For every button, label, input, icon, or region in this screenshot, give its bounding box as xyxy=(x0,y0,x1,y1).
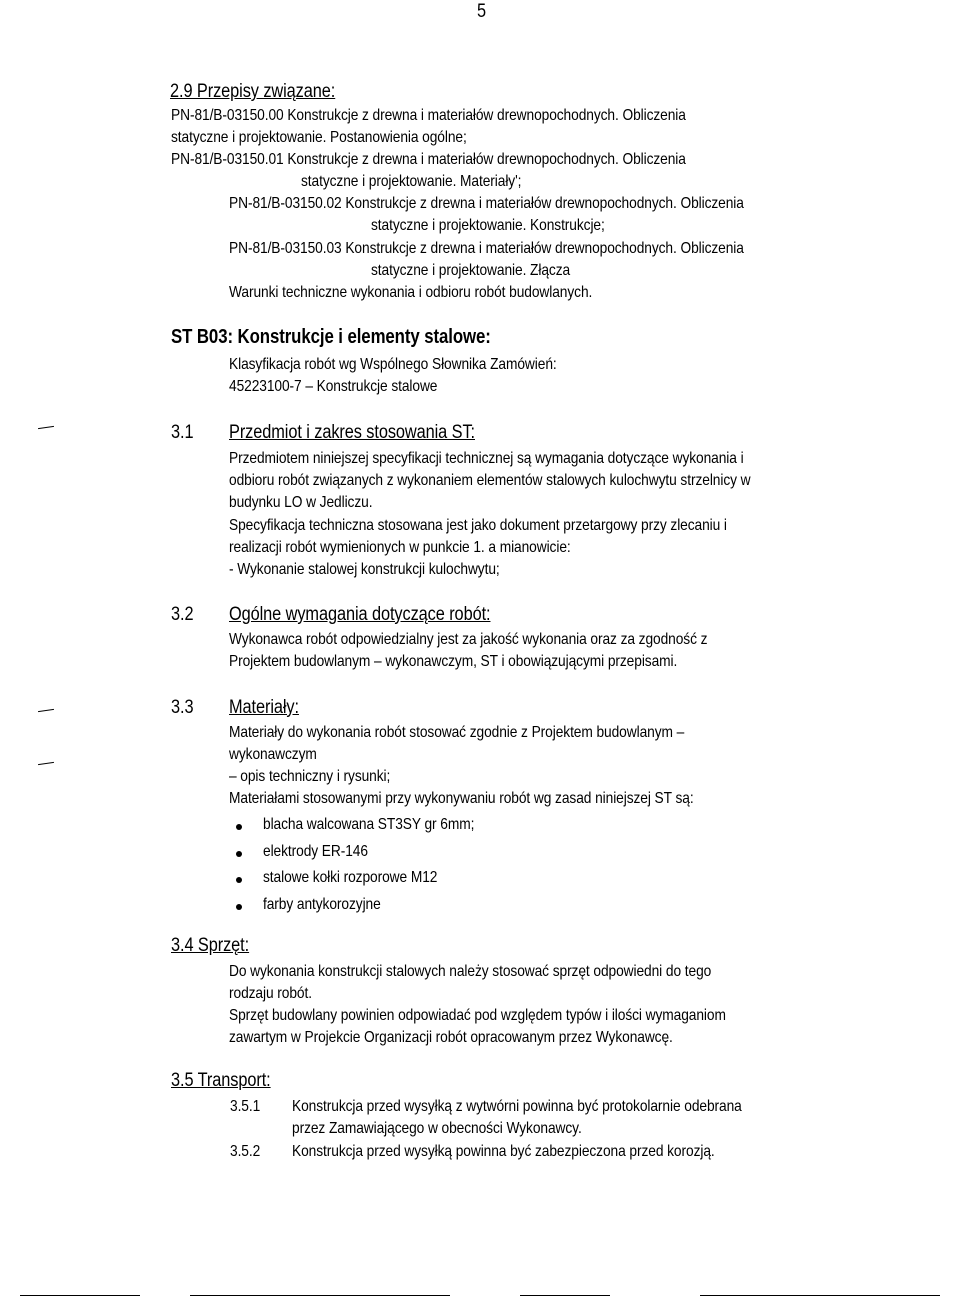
item-number: 3.5.1 xyxy=(230,1098,261,1115)
regulation-line: PN-81/B-03150.02 Konstrukcje z drewna i materiałów drewnopochodnych. Obliczenia xyxy=(229,195,744,212)
paragraph-line: Materiałami stosowanymi przy wykonywaniu robót wg zasad niniejszej ST są: xyxy=(229,790,694,807)
regulation-line: statyczne i projektowanie. Konstrukcje; xyxy=(371,217,605,234)
section-number: 3.2 xyxy=(171,604,194,625)
paragraph-line: Sprzęt budowlany powinien odpowiadać pod względem typów i ilości wymaganiom xyxy=(229,1007,726,1024)
list-item: stalowe kołki rozporowe M12 xyxy=(263,869,438,886)
paragraph-line: Konstrukcja przed wysyłką powinna być zabezpieczona przed korozją. xyxy=(292,1143,715,1160)
list-item: blacha walcowana ST3SY gr 6mm; xyxy=(263,816,475,833)
paragraph-line: Przedmiotem niniejszej specyfikacji technicznej są wymagania dotyczące wykonania i xyxy=(229,450,744,467)
regulation-line: statyczne i projektowanie. Materiały'; xyxy=(301,173,522,190)
classification-code: 45223100-7 – Konstrukcje stalowe xyxy=(229,378,438,395)
bullet-icon xyxy=(236,851,242,857)
regulation-line: statyczne i projektowanie. Postanowienia ogólne; xyxy=(171,129,467,146)
paragraph-line: przez Zamawiającego w obecności Wykonawcy. xyxy=(292,1120,582,1137)
item-number: 3.5.2 xyxy=(230,1143,261,1160)
section-3-3-title: Materiały: xyxy=(229,697,299,718)
section-heading: ST B03: Konstrukcje i elementy stalowe: xyxy=(171,326,491,348)
section-3-5-title: 3.5 Transport: xyxy=(171,1070,271,1091)
paragraph-line: Specyfikacja techniczna stosowana jest jako dokument przetargowy przy zlecaniu i xyxy=(229,517,727,534)
section-number: 3.1 xyxy=(171,422,194,443)
section-number: 3.3 xyxy=(171,697,194,718)
section-3-1-title: Przedmiot i zakres stosowania ST: xyxy=(229,422,476,443)
list-item: farby antykorozyjne xyxy=(263,896,381,913)
footer-rule xyxy=(20,1295,140,1296)
paragraph-line: Do wykonania konstrukcji stalowych należy stosować sprzęt odpowiedni do tego xyxy=(229,963,712,980)
paragraph-line: Materiały do wykonania robót stosować zgodnie z Projektem budowlanym – xyxy=(229,724,685,741)
section-3-2-title: Ogólne wymagania dotyczące robót: xyxy=(229,604,491,625)
paragraph-line: realizacji robót wymienionych w punkcie 1. a mianowicie: xyxy=(229,539,571,556)
paragraph-line: odbioru robót związanych z wykonaniem elementów stalowych kulochwytu strzelnicy w xyxy=(229,472,751,489)
paragraph-line: Konstrukcja przed wysyłką z wytwórni powinna być protokolarnie odebrana xyxy=(292,1098,742,1115)
paragraph-line: – opis techniczny i rysunki; xyxy=(229,768,391,785)
paragraph-line: zawartym w Projekcie Organizacji robót opracowanym przez Wykonawcę. xyxy=(229,1029,673,1046)
footer-rule xyxy=(190,1295,450,1296)
list-item: elektrody ER-146 xyxy=(263,843,368,860)
bullet-icon xyxy=(236,824,242,830)
paragraph-line: wykonawczym xyxy=(229,746,317,763)
regulation-line: PN-81/B-03150.01 Konstrukcje z drewna i materiałów drewnopochodnych. Obliczenia xyxy=(171,151,686,168)
regulation-line: statyczne i projektowanie. Złącza xyxy=(371,262,571,279)
margin-mark xyxy=(38,709,54,712)
page-number: 5 xyxy=(477,1,487,22)
regulation-line: Warunki techniczne wykonania i odbioru robót budowlanych. xyxy=(229,284,593,301)
regulation-line: PN-81/B-03150.00 Konstrukcje z drewna i materiałów drewnopochodnych. Obliczenia xyxy=(171,107,686,124)
paragraph-line: Wykonawca robót odpowiedzialny jest za jakość wykonania oraz za zgodność z xyxy=(229,631,708,648)
classification-label: Klasyfikacja robót wg Wspólnego Słownika Zamówień: xyxy=(229,356,557,373)
paragraph-line: rodzaju robót. xyxy=(229,985,312,1002)
margin-mark xyxy=(38,762,54,765)
section-3-4-title: 3.4 Sprzęt: xyxy=(171,935,250,956)
regulation-line: PN-81/B-03150.03 Konstrukcje z drewna i materiałów drewnopochodnych. Obliczenia xyxy=(229,240,744,257)
footer-rule xyxy=(520,1295,610,1296)
paragraph-line: - Wykonanie stalowej konstrukcji kulochwytu; xyxy=(229,561,500,578)
bullet-icon xyxy=(236,904,242,910)
paragraph-line: Projektem budowlanym – wykonawczym, ST i obowiązującymi przepisami. xyxy=(229,653,678,670)
paragraph-line: budynku LO w Jedliczu. xyxy=(229,494,373,511)
section-2-9-title: 2.9 Przepisy związane: xyxy=(170,81,336,102)
footer-rule xyxy=(700,1295,940,1296)
margin-mark xyxy=(38,426,54,429)
bullet-icon xyxy=(236,877,242,883)
